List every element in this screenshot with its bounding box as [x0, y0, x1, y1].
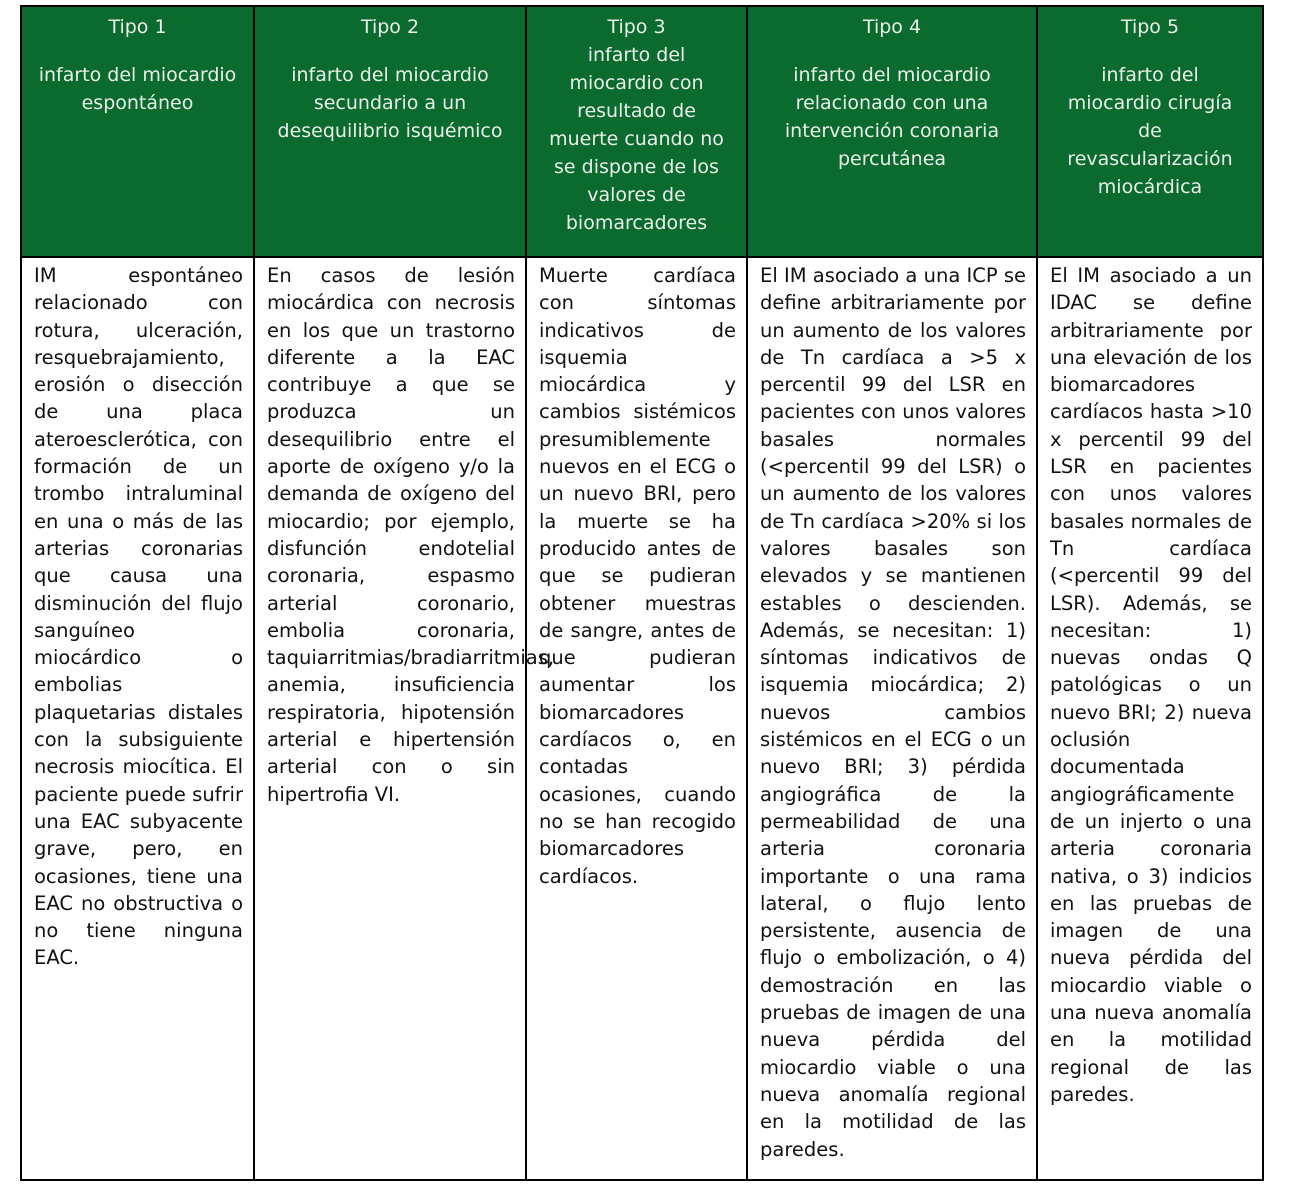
type-title: infarto del miocardio secundario a un desequilibrio isquémico: [277, 64, 503, 142]
type-label: Tipo 2: [360, 16, 420, 38]
type-label: Tipo 1: [108, 16, 167, 38]
description-cell-tipo-1: IM espontáneo relacionado con rotura, ulceración, resquebrajamiento, erosión o disección de una placa ateroesclerótica, con formación de un trombo intraluminal en una o más de las arterias coronarias que causa una disminución del flujo sanguíneo miocárdico o embolias plaquetarias distales con la subsiguiente necrosis miocítica. El paciente puede sufrir una EAC subyacente grave, pero, en ocasiones, tiene una EAC no obstructiva o no tiene ninguna EAC.: [21, 257, 254, 1180]
type-label: Tipo 5: [1120, 16, 1180, 38]
header-cell-tipo-2: [254, 6, 526, 257]
header-cell-tipo-5: [1037, 6, 1263, 257]
header-cell-tipo-3: [526, 6, 747, 257]
type-label: Tipo 3: [607, 16, 666, 38]
header-cell-tipo-1: [21, 6, 254, 257]
type-title: infarto del miocardio relacionado con una intervención coronaria percutánea: [784, 64, 1000, 170]
mi-classification-table: [20, 5, 1264, 1181]
description-cell-tipo-5: El IM asociado a un IDAC se define arbitrariamente por una elevación de los biomarcadores cardíacos hasta >10 x percentil 99 del LSR en pacientes con unos valores basales normales de Tn cardíaca (<percentil 99 del LSR). Además, se necesitan: 1) nuevas ondas Q patológicas o un nuevo BRI; 2) nueva oclusión documentada angiográficamente de un injerto o una arteria coronaria nativa, o 3) indicios en las pruebas de imagen de una nueva pérdida del miocardio viable o una nueva anomalía en la motilidad regional de las paredes.: [1037, 257, 1263, 1180]
description-cell-tipo-2: En casos de lesión miocárdica con necrosis en los que un trastorno diferente a la EAC contribuye a que se produzca un desequilibrio entre el aporte de oxígeno y/o la demanda de oxígeno del miocardio; por ejemplo, disfunción endotelial coronaria, espasmo arterial coronario, embolia coronaria, taquiarritmias/bradiarritmias, anemia, insuficiencia respiratoria, hipotensión arterial e hipertensión arterial con o sin hipertrofia VI.: [254, 257, 526, 1180]
header-cell-tipo-4: [747, 6, 1037, 257]
type-title: infarto del miocardio cirugía de revascularización miocárdica: [1067, 64, 1233, 198]
type-title: infarto del miocardio espontáneo: [38, 64, 237, 114]
header-row: [21, 6, 1263, 257]
description-cell-tipo-4: El IM asociado a una ICP se define arbitrariamente por un aumento de los valores de Tn cardíaca a >5 x percentil 99 del LSR en pacientes con unos valores basales normales (<percentil 99 del LSR) o un aumento de los valores de Tn cardíaca >20% si los valores basales son elevados y se mantienen estables o descienden. Además, se necesitan: 1) síntomas indicativos de isquemia miocárdica; 2) nuevos cambios sistémicos en el ECG o un nuevo BRI; 3) pérdida angiográfica de la permeabilidad de una arteria coronaria importante o una rama lateral, o flujo lento persistente, ausencia de flujo o embolización, o 4) demostración en las pruebas de imagen de una nueva pérdida del miocardio viable o una nueva anomalía regional en la motilidad de las paredes.: [747, 257, 1037, 1180]
type-label: Tipo 4: [862, 16, 922, 38]
type-title: infarto del miocardio con resultado de muerte cuando no se dispone de los valores de biomarcadores: [549, 44, 724, 234]
body-row: [21, 257, 1263, 1180]
description-cell-tipo-3: Muerte cardíaca con síntomas indicativos de isquemia miocárdica y cambios sistémicos presumiblemente nuevos en el ECG o un nuevo BRI, pero la muerte se ha producido antes de que se pudieran obtener muestras de sangre, antes de que pudieran aumentar los biomarcadores cardíacos o, en contadas ocasiones, cuando no se han recogido biomarcadores cardíacos.: [526, 257, 747, 1180]
